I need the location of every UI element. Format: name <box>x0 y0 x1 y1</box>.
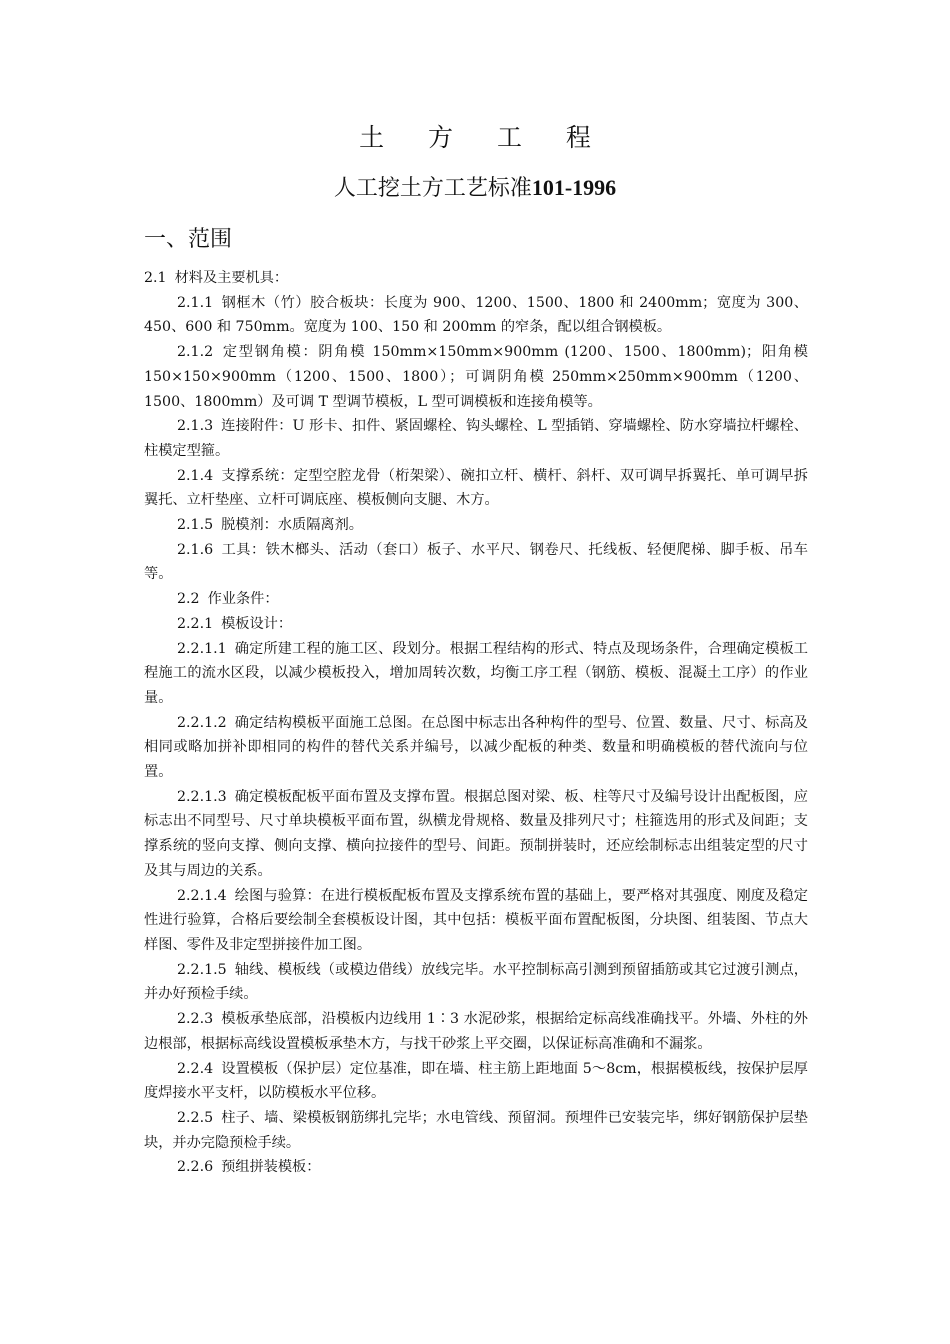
document-body <box>144 266 808 1180</box>
paragraph <box>144 291 808 340</box>
paragraph-text: 轴线、模板线（或模边借线）放线完毕。水平控制标高引测到预留插筋或其它过渡引测点，并办好预检手续。 <box>144 961 808 1003</box>
paragraph-number: 2.2.4 <box>177 1060 214 1077</box>
paragraph-text: 钢框木（竹）胶合板块：长度为 900、1200、1500、1800 和 2400mm；宽度为 300、450、600 和 750mm。宽度为 100、150 和 200mm 的窄条，配以组合钢模板。 <box>144 294 808 336</box>
paragraph-number: 2.1.1 <box>177 294 214 311</box>
paragraph-text: 确定所建工程的施工区、段划分。根据工程结构的形式、特点及现场条件，合理确定模板工程施工的流水区段，以减少模板投入，增加周转次数，均衡工序工程（钢筋、模板、混凝土工序）的作业量。 <box>144 640 808 706</box>
paragraph-number: 2.1.6 <box>177 541 214 558</box>
document-subtitle <box>0 171 950 202</box>
paragraph-text: 预组拼装模板： <box>221 1159 321 1176</box>
paragraph-number: 2.2.6 <box>177 1159 214 1176</box>
paragraph <box>144 637 808 711</box>
paragraph-text: 作业条件： <box>207 591 279 608</box>
paragraph-text: 连接附件：U 形卡、扣件、紧固螺栓、钩头螺栓、L 型插销、穿墙螺栓、防水穿墙拉杆螺栓、柱模定型箍。 <box>144 418 808 459</box>
paragraph-text: 柱子、墙、梁模板钢筋绑扎完毕；水电管线、预留洞。预埋件已安装完毕，绑好钢筋保护层垫块，并办完隐预检手续。 <box>144 1109 808 1151</box>
paragraph-number: 2.2.1.5 <box>177 961 227 978</box>
paragraph <box>144 785 808 884</box>
paragraph-number: 2.2.5 <box>177 1109 214 1126</box>
paragraph-text: 工具：铁木榔头、活动（套口）板子、水平尺、钢卷尺、托线板、轻便爬梯、脚手板、吊车等。 <box>144 541 808 583</box>
paragraph-text: 定型钢角模：阴角模 150mm×150mm×900mm (1200、1500、1800mm)；阳角模 150×150×900mm（1200、1500、1800）；可调阴角模 250mm×250mm×900mm（1200、1500、1800mm）及可调 T 型调节模板，L 型可调模板和连接角模等。 <box>144 344 808 410</box>
paragraph-number: 2.2.1.1 <box>177 640 227 657</box>
paragraph-number: 2.1 <box>144 270 167 286</box>
paragraph-number: 2.1.3 <box>177 418 214 435</box>
paragraph-number: 2.1.5 <box>177 517 214 534</box>
paragraph <box>144 538 808 587</box>
paragraph-text: 确定结构模板平面施工总图。在总图中标志出各种构件的型号、位置、数量、尺寸、标高及相同或略加拼补即相同的构件的替代关系并编号，以减少配板的种类、数量和明确模板的替代流向与位置。 <box>144 714 808 781</box>
paragraph-text: 确定模板配板平面布置及支撑布置。根据总图对梁、板、柱等尺寸及编号设计出配板图，应标志出不同型号、尺寸单块模板平面布置，纵横龙骨规格、数量及排列尺寸；柱箍选用的形式及间距；支撑系统的竖向支撑、侧向支撑、横向拉接件的型号、间距。预制拼装时，还应绘制标志出组装定型的尺寸及其与周边的关系。 <box>144 788 808 879</box>
paragraph-text: 设置模板（保护层）定位基准，即在墙、柱主筋上距地面 5～8cm，根据模板线，按保护层厚度焊接水平支杆，以防模板水平位移。 <box>144 1060 808 1102</box>
document-title: 土 方 工 程 <box>359 123 609 152</box>
paragraph-number: 2.2.1.2 <box>177 714 227 731</box>
paragraph <box>144 612 808 637</box>
paragraph-number: 2.1.2 <box>177 344 214 361</box>
paragraph-number: 2.2.3 <box>177 1011 214 1028</box>
paragraph <box>144 340 808 414</box>
paragraph-text: 脱模剂：水质隔离剂。 <box>221 517 363 534</box>
section-heading: 一、范围 <box>144 227 233 252</box>
paragraph-text: 模板设计： <box>221 615 293 632</box>
paragraph <box>144 958 808 1007</box>
paragraph-number: 2.2.1 <box>177 615 214 632</box>
paragraph <box>144 513 808 538</box>
paragraph-text: 支撑系统：定型空腔龙骨（桁架梁）、碗扣立杆、横杆、斜杆、双可调早拆翼托、单可调早拆翼托、立杆垫座、立杆可调底座、模板侧向支腿、木方。 <box>144 467 808 509</box>
paragraph <box>144 464 808 513</box>
paragraph <box>144 587 808 612</box>
paragraph-number: 2.2 <box>177 591 200 608</box>
paragraph-number: 2.2.1.4 <box>177 887 227 904</box>
paragraph-text: 模板承垫底部，沿模板内边线用 1∶3 水泥砂浆，根据给定标高线准确找平。外墙、外柱的外边根部，根据标高线设置模板承垫木方，与找干砂浆上平交圈，以保证标高准确和不漏浆。 <box>144 1011 808 1052</box>
subtitle-code: 101-1996 <box>531 175 617 200</box>
paragraph-text: 绘图与验算：在进行模板配板布置及支撑系统布置的基础上，要严格对其强度、刚度及稳定性进行验算，合格后要绘制全套模板设计图，其中包括：模板平面布置配板图，分块图、组装图、节点大样图、零件及非定型拼接件加工图。 <box>144 887 808 953</box>
paragraph <box>144 266 808 291</box>
paragraph <box>144 414 808 463</box>
paragraph-number: 2.1.4 <box>177 467 214 484</box>
paragraph <box>144 711 808 785</box>
paragraph <box>144 1007 808 1056</box>
subtitle-text: 人工挖土方工艺标准 <box>333 176 532 201</box>
paragraph-text: 材料及主要机具： <box>174 270 289 286</box>
paragraph <box>144 1106 808 1155</box>
paragraph <box>144 1155 808 1180</box>
paragraph-number: 2.2.1.3 <box>177 788 227 805</box>
paragraph <box>144 1057 808 1106</box>
paragraph <box>144 884 808 958</box>
